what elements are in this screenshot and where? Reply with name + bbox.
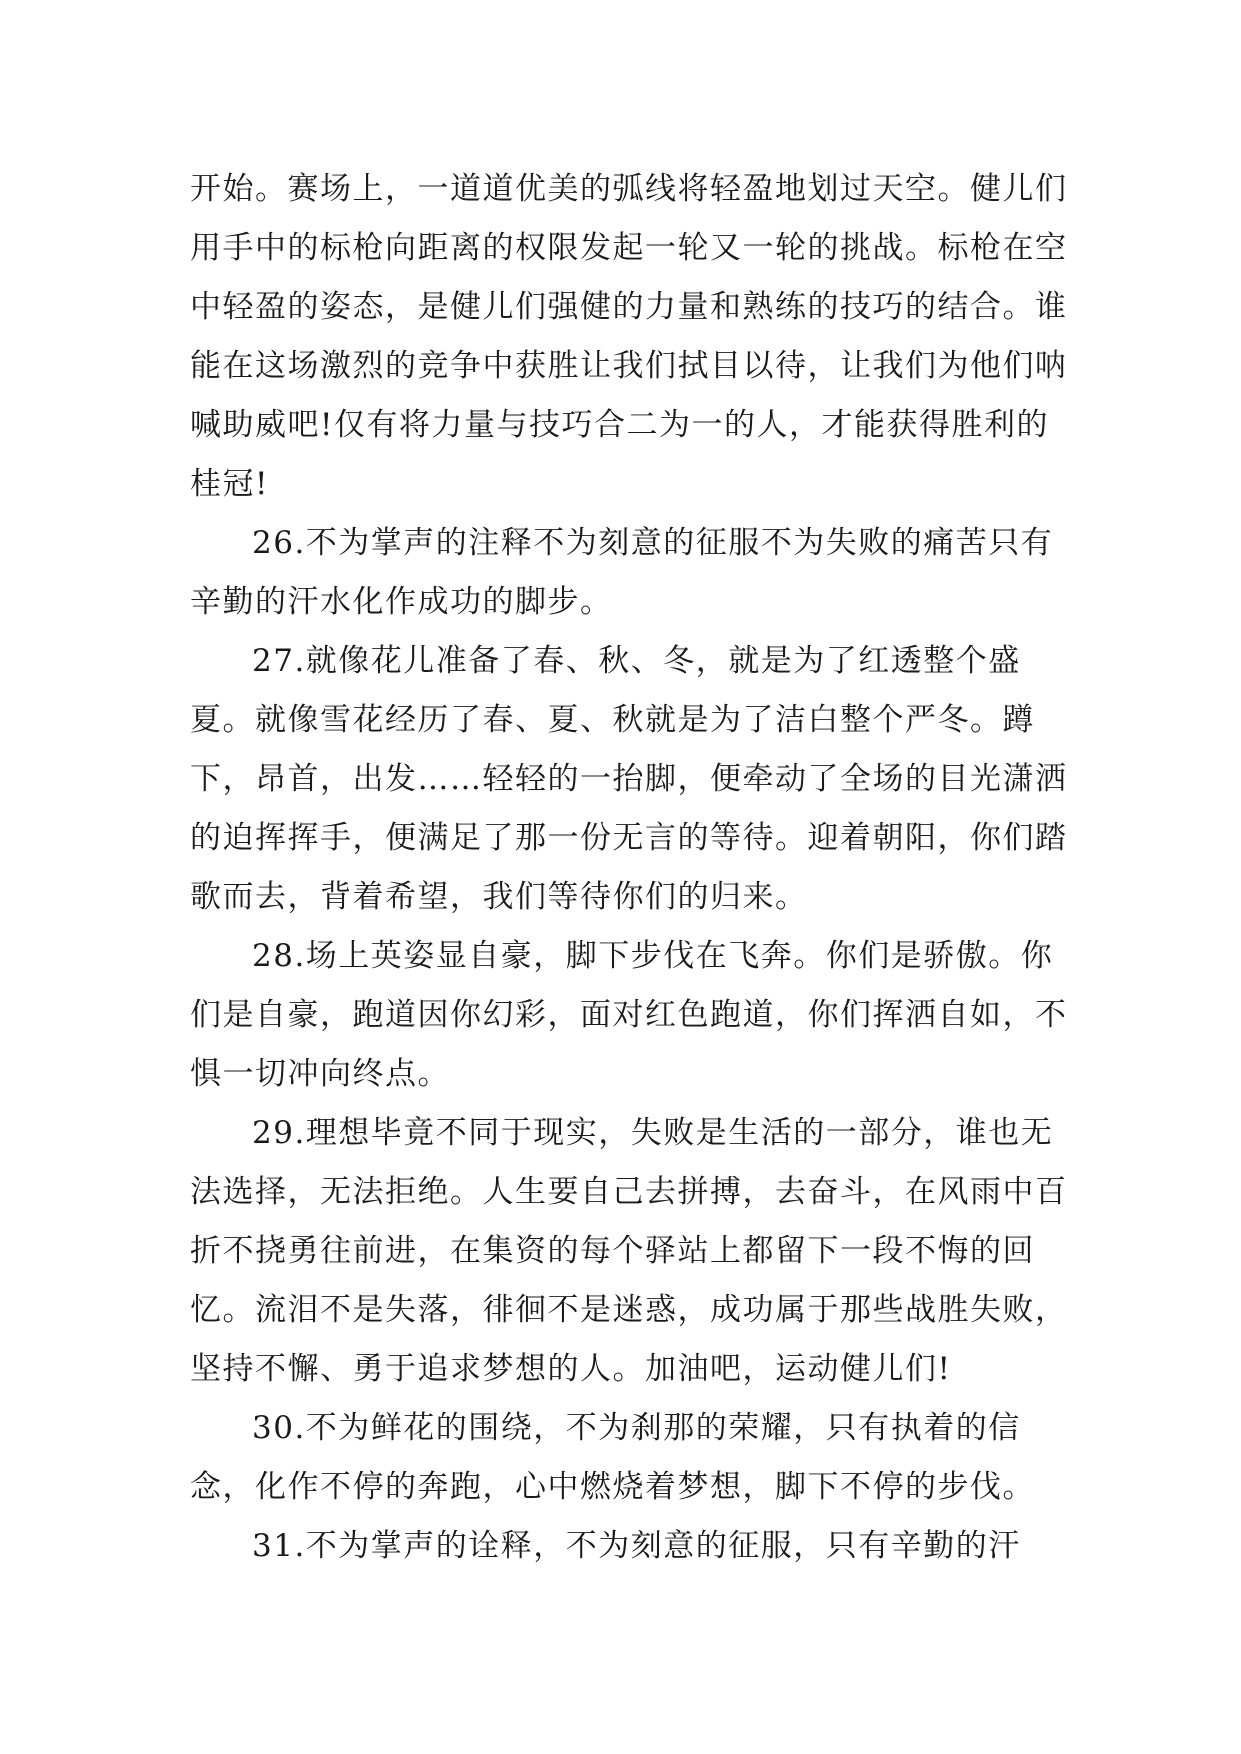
paragraph-29: 29.理想毕竟不同于现实，失败是生活的一部分，谁也无法选择，无法拒绝。人生要自己去拼搏，去奋斗，在风雨中百折不挠勇往前进，在集资的每个驿站上都留下一段不悔的回忆。流泪不是失落，徘徊不是迷惑，成功属于那些战胜失败，坚持不懈、勇于追求梦想的人。加油吧，运动健儿们! [190, 1115, 1068, 1387]
paragraph-28: 28.场上英姿显自豪，脚下步伐在飞奔。你们是骄傲。你们是自豪，跑道因你幻彩，面对红色跑道，你们挥洒自如，不惧一切冲向终点。 [190, 938, 1068, 1092]
paragraph-30: 30.不为鲜花的围绕，不为刹那的荣耀，只有执着的信念，化作不停的奔跑，心中燃烧着梦想，脚下不停的步伐。 [190, 1410, 1035, 1505]
document-body [190, 160, 1070, 1576]
paragraph-continuation: 开始。赛场上，一道道优美的弧线将轻盈地划过天空。健儿们用手中的标枪向距离的权限发起一轮又一轮的挑战。标枪在空中轻盈的姿态，是健儿们强健的力量和熟练的技巧的结合。谁能在这场激烈的竞争中获胜让我们拭目以待，让我们为他们呐喊助威吧!仅有将力量与技巧合二为一的人，才能获得胜利的桂冠! [190, 171, 1068, 502]
paragraph-27: 27.就像花儿准备了春、秋、冬，就是为了红透整个盛夏。就像雪花经历了春、夏、秋就是为了洁白整个严冬。蹲下，昂首，出发……轻轻的一抬脚，便牵动了全场的目光潇洒的迫挥挥手，便满足了那一份无言的等待。迎着朝阳，你们踏歌而去，背着希望，我们等待你们的归来。 [190, 643, 1068, 915]
paragraph-31: 31.不为掌声的诠释，不为刻意的征服，只有辛勤的汗 [252, 1528, 1021, 1564]
paragraph-26: 26.不为掌声的注释不为刻意的征服不为失败的痛苦只有辛勤的汗水化作成功的脚步。 [190, 525, 1054, 620]
